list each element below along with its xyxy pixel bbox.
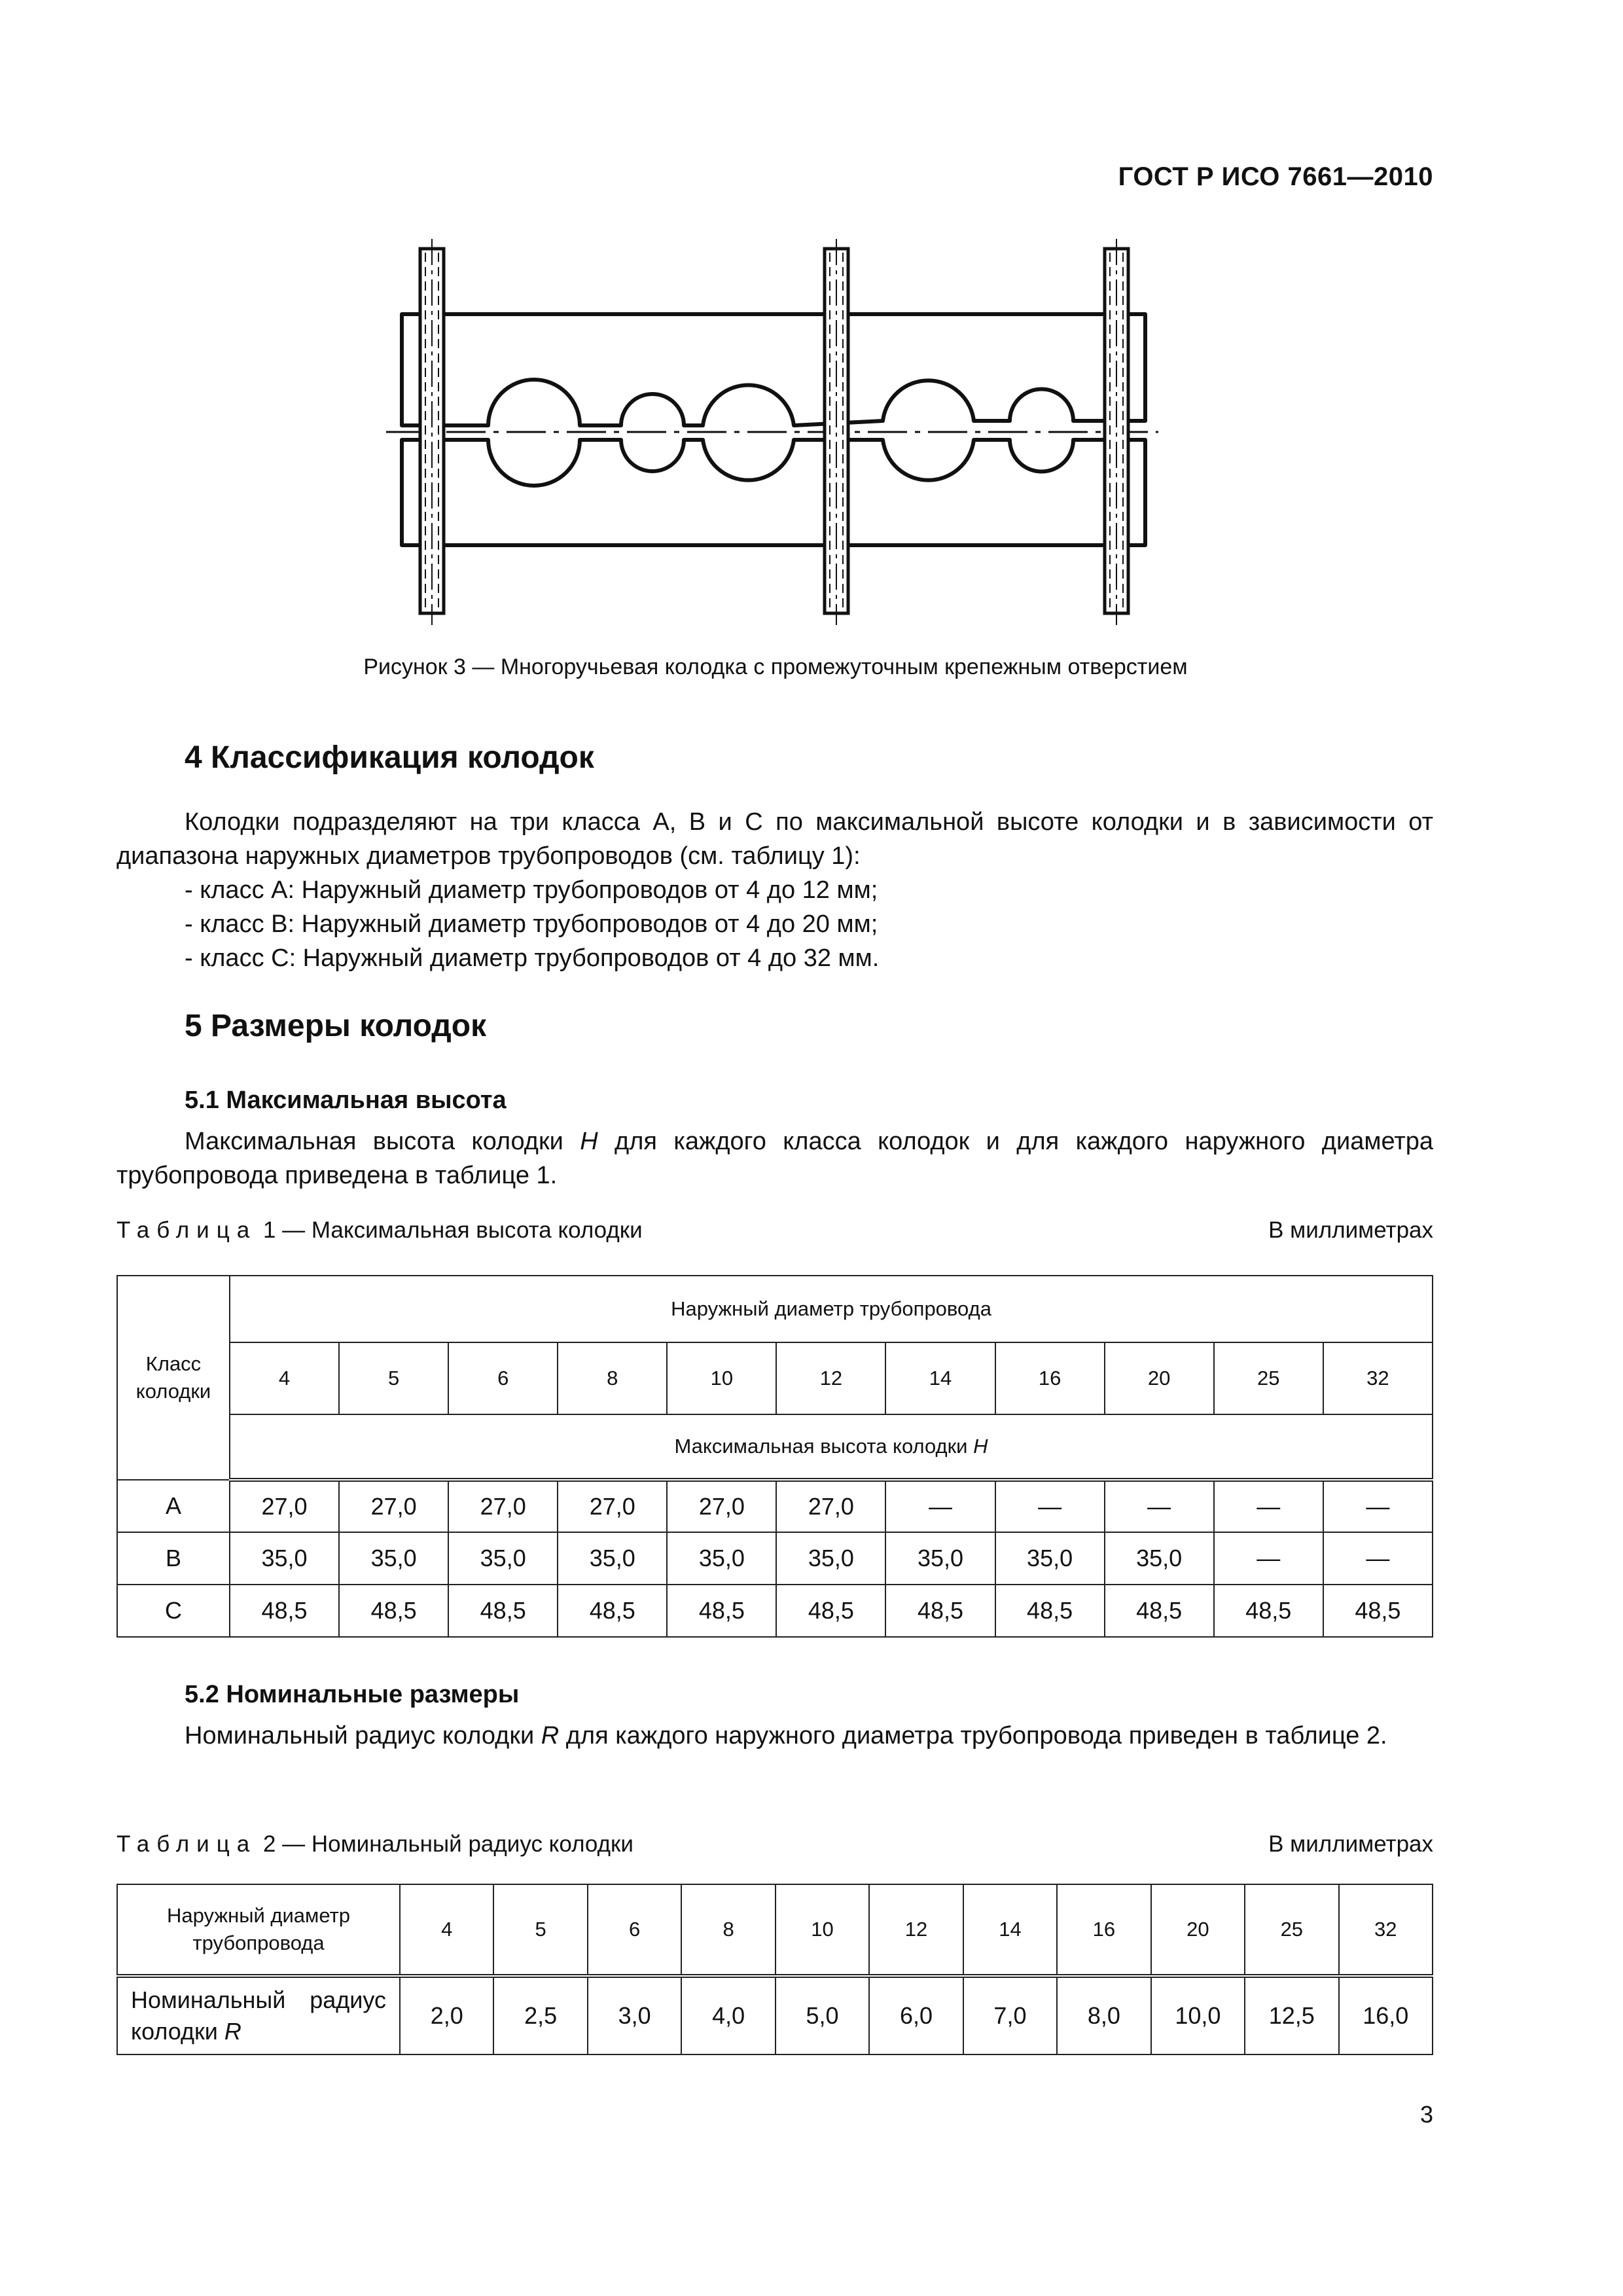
height-value-cell: 27,0 [448,1480,558,1532]
t2-diameter-cell: 10 [776,1884,869,1976]
t2-diameter-cell: 4 [400,1884,493,1976]
t2-radius-cell: 10,0 [1151,1976,1245,2054]
section-5-heading: 5 Размеры колодок [185,1009,487,1043]
height-value-cell: — [1105,1480,1214,1532]
height-value-cell: 35,0 [1105,1532,1214,1585]
table-row [117,1480,1433,1532]
diameter-cell: 16 [995,1342,1105,1414]
t2-radius-cell: 12,5 [1245,1976,1338,2054]
class-b-bullet: - класс В: Наружный диаметр трубопроводов от 4 до 20 мм; [185,910,878,938]
diameter-cell: 20 [1105,1342,1214,1414]
diameter-header: Наружный диаметр трубопровода [230,1276,1433,1342]
document-code: ГОСТ Р ИСО 7661—2010 [1118,162,1433,191]
t2-diameter-header: Наружный диаметр трубопровода [117,1884,400,1976]
class-cell: А [117,1480,230,1532]
table-1-caption: Таблица 1 — Максимальная высота колодки [116,1217,643,1243]
section-4-paragraph: Колодки подразделяют на три класса А, В и С по максимальной высоте колодки и в зависимости от диапазона наружных диаметров трубопроводов (см. таблицу 1): [116,808,1433,870]
height-value-cell: 35,0 [339,1532,448,1585]
t2-diameter-cell: 25 [1245,1884,1338,1976]
diameter-cell: 8 [558,1342,667,1414]
height-value-cell: 27,0 [558,1480,667,1532]
t2-diameter-cell: 5 [493,1884,587,1976]
height-value-cell: — [995,1480,1105,1532]
table-1 [116,1275,1433,1638]
t2-radius-cell: 2,5 [493,1976,587,2054]
t2-radius-cell: 6,0 [869,1976,963,2054]
t2-diameter-cell: 12 [869,1884,963,1976]
height-value-cell: — [1214,1532,1323,1585]
page-number: 3 [1419,2101,1433,2128]
diameter-cell: 25 [1214,1342,1323,1414]
section-5-1-heading: 5.1 Максимальная высота [185,1086,507,1114]
height-value-cell: — [1323,1532,1433,1585]
height-value-cell: 35,0 [448,1532,558,1585]
class-header: Класс колодки [117,1276,230,1480]
lower-jaw-outline [402,440,1145,545]
class-c-bullet: - класс С: Наружный диаметр трубопроводов от 4 до 32 мм. [185,944,880,972]
diameter-cell: 6 [448,1342,558,1414]
t2-diameter-cell: 8 [681,1884,775,1976]
diameter-cell: 5 [339,1342,448,1414]
height-value-cell: 48,5 [230,1585,339,1637]
height-value-cell: 48,5 [1214,1585,1323,1637]
height-value-cell: 35,0 [558,1532,667,1585]
diameter-cell: 4 [230,1342,339,1414]
height-value-cell: 48,5 [776,1585,885,1637]
class-cell: В [117,1532,230,1585]
figure-3-drawing [380,236,1165,628]
height-value-cell: 27,0 [339,1480,448,1532]
height-value-cell: 48,5 [1323,1585,1433,1637]
t2-radius-cell: 8,0 [1057,1976,1150,2054]
height-value-cell: — [1214,1480,1323,1532]
t2-diameter-cell: 32 [1339,1884,1433,1976]
height-value-cell: — [885,1480,995,1532]
section-4-heading: 4 Классификация колодок [185,740,594,775]
height-value-cell: — [1323,1480,1433,1532]
t2-radius-cell: 5,0 [776,1976,869,2054]
height-value-cell: 27,0 [776,1480,885,1532]
height-value-cell: 48,5 [995,1585,1105,1637]
height-value-cell: 48,5 [448,1585,558,1637]
class-cell: С [117,1585,230,1637]
t2-radius-cell: 3,0 [588,1976,681,2054]
height-value-cell: 35,0 [885,1532,995,1585]
section-5-2-paragraph: Номинальный радиус колодки R для каждого наружного диаметра трубопровода приведен в таблице 2. [185,1722,1387,1749]
t2-diameter-cell: 20 [1151,1884,1245,1976]
t2-diameter-cell: 14 [963,1884,1057,1976]
height-value-cell: 35,0 [667,1532,776,1585]
diameter-cell: 32 [1323,1342,1433,1414]
height-value-cell: 48,5 [885,1585,995,1637]
t2-radius-cell: 16,0 [1339,1976,1433,2054]
t2-radius-cell: 4,0 [681,1976,775,2054]
t2-radius-cell: 2,0 [400,1976,493,2054]
t2-diameter-cell: 16 [1057,1884,1150,1976]
height-value-cell: 35,0 [776,1532,885,1585]
upper-jaw-outline [402,314,1145,425]
height-value-cell: 48,5 [339,1585,448,1637]
height-value-cell: 27,0 [667,1480,776,1532]
table-row [117,1585,1433,1637]
section-5-1-paragraph: Максимальная высота колодки H для каждого класса колодок и для каждого наружного диаметра трубопровода приведена в таблице 1. [116,1128,1433,1189]
diameter-row [117,1342,1433,1414]
diameter-cell: 10 [667,1342,776,1414]
diameter-cell: 14 [885,1342,995,1414]
height-value-cell: 48,5 [1105,1585,1214,1637]
height-value-cell: 35,0 [230,1532,339,1585]
table-row [117,1532,1433,1585]
height-header: Максимальная высота колодки H [230,1414,1433,1480]
class-a-bullet: - класс А: Наружный диаметр трубопроводов от 4 до 12 мм; [185,876,878,904]
height-value-cell: 48,5 [667,1585,776,1637]
height-value-cell: 48,5 [558,1585,667,1637]
t2-radius-label: Номинальный радиус колодки R [117,1976,400,2054]
height-value-cell: 27,0 [230,1480,339,1532]
t2-radius-cell: 7,0 [963,1976,1057,2054]
figure-caption: Рисунок 3 — Многоручьевая колодка с промежуточным крепежным отверстием [363,655,1188,679]
table-2 [116,1884,1433,2055]
height-value-cell: 35,0 [995,1532,1105,1585]
table-1-units: В миллиметрах [1268,1217,1433,1243]
diameter-cell: 12 [776,1342,885,1414]
table-2-caption: Таблица 2 — Номинальный радиус колодки [116,1831,633,1857]
table-2-units: В миллиметрах [1268,1831,1433,1857]
t2-diameter-cell: 6 [588,1884,681,1976]
section-5-2-heading: 5.2 Номинальные размеры [185,1681,520,1708]
